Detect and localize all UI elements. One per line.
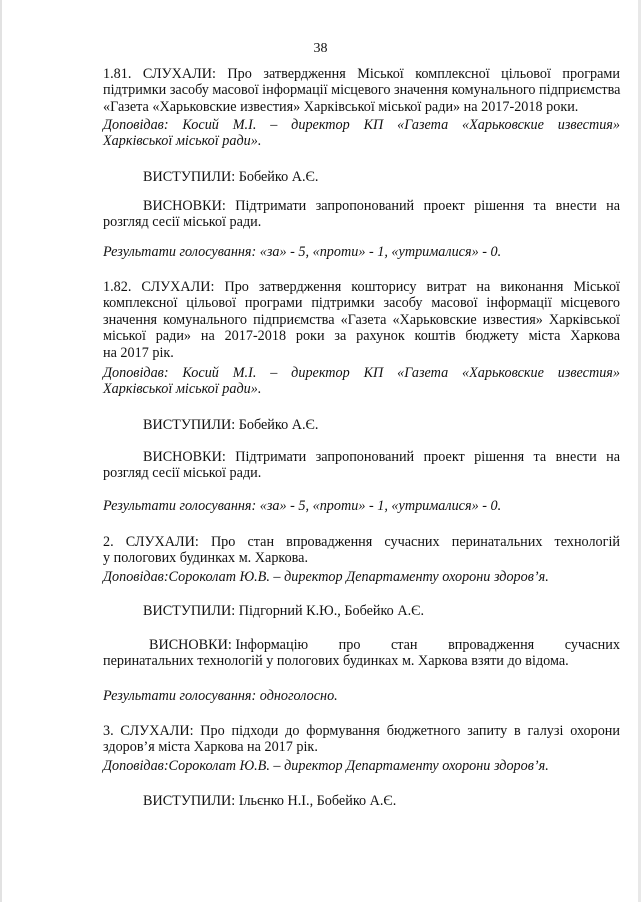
text-line: ВИСНОВКИ: Підтримати запропонований проект рішення та внести на (143, 449, 620, 465)
item-1-82-vote (103, 498, 620, 514)
item-3-speaker (103, 758, 620, 774)
text-line: у пологових будинках м. Харкова. (103, 550, 309, 567)
text-line: Доповідав:Сороколат Ю.В. – директор Департаменту охорони здоров’я. (103, 569, 549, 585)
item-3-spoke (103, 793, 641, 809)
text-line: 2. СЛУХАЛИ: Про стан впровадження сучасних перинатальних технологій (103, 534, 620, 550)
word: про (338, 637, 361, 653)
text-line: Результати голосування: одноголосно. (103, 688, 338, 704)
text-line: Доповідав: Косий М.І. – директор КП «Газета «Харьковские известия» (103, 365, 620, 381)
item-2-conclusion (103, 637, 620, 670)
item-1-81-speaker (103, 117, 620, 150)
text-line (103, 637, 620, 653)
text-line: ВИСТУПИЛИ: Бобейко А.Є. (143, 169, 319, 185)
text-line: розгляд сесії міської ради. (103, 214, 262, 231)
word: сучасних (564, 637, 620, 653)
text-line: Харківської міської ради». (103, 133, 262, 150)
text-line: 1.82. СЛУХАЛИ: Про затвердження кошторису витрат на виконання Міської (103, 279, 620, 295)
word: впровадження (448, 637, 535, 653)
text-line: Харківської міської ради». (103, 381, 262, 398)
item-1-82-spoke (103, 417, 641, 433)
text-line: значення комунального підприємства «Газета «Харьковские известия» Харківської (103, 311, 620, 328)
text-line: ВИСНОВКИ: Підтримати запропонований проект рішення та внести на (143, 198, 620, 214)
text-line: ВИСТУПИЛИ: Ільєнко Н.І., Бобейко А.Є. (143, 793, 397, 809)
text-line: ВИСТУПИЛИ: Бобейко А.Є. (143, 417, 319, 433)
text-line: здоров’я міста Харкова на 2017 рік. (103, 739, 318, 756)
item-2-spoke (103, 603, 641, 619)
text-line: розгляд сесії міської ради. (103, 465, 262, 482)
text-line: перинатальних технологій у пологових будинках м. Харкова взяти до відома. (103, 653, 569, 670)
item-1-82-speaker (103, 365, 620, 398)
text-line: ВИСТУПИЛИ: Підгорний К.Ю., Бобейко А.Є. (143, 603, 425, 619)
item-2-vote (103, 688, 620, 704)
text-line: 3. СЛУХАЛИ: Про підходи до формування бюджетного запиту в галузі охорони (103, 723, 620, 739)
item-1-81-spoke (103, 169, 641, 185)
item-1-81-heard (103, 66, 620, 115)
item-2-speaker (103, 569, 620, 585)
text-line: комплексної цільової програми підтримки засобу масової інформації місцевого (103, 295, 620, 312)
text-line: 1.81. СЛУХАЛИ: Про затвердження Міської комплексної цільової програми (103, 66, 620, 82)
text-line: Результати голосування: «за» - 5, «проти» - 1, «утрималися» - 0. (103, 244, 502, 260)
text-line: Результати голосування: «за» - 5, «проти» - 1, «утрималися» - 0. (103, 498, 502, 514)
text-line: підтримки засобу масової інформації місцевого значення комунального підприємства (103, 82, 621, 99)
item-1-81-conclusion (103, 198, 620, 231)
item-1-81-vote (103, 244, 620, 260)
text-line: Доповідав: Косий М.І. – директор КП «Газета «Харьковские известия» (103, 117, 620, 133)
item-1-82-heard (103, 279, 620, 361)
item-2-heard (103, 534, 620, 567)
text-line: «Газета «Харьковские известия» Харківської міської ради» на 2017-2018 роки. (103, 98, 579, 115)
scan-edge-left (0, 0, 2, 902)
text-line: на 2017 рік. (103, 344, 174, 361)
item-1-82-conclusion (103, 449, 620, 482)
text-line: міської ради» на 2017-2018 роки за рахунок коштів бюджету міста Харкова (103, 328, 620, 345)
word: ВИСНОВКИ: Інформацію (149, 637, 309, 653)
word: стан (390, 637, 418, 653)
item-3-heard (103, 723, 620, 756)
text-line: Доповідав:Сороколат Ю.В. – директор Департаменту охорони здоров’я. (103, 758, 549, 774)
page-number: 38 (313, 41, 328, 56)
